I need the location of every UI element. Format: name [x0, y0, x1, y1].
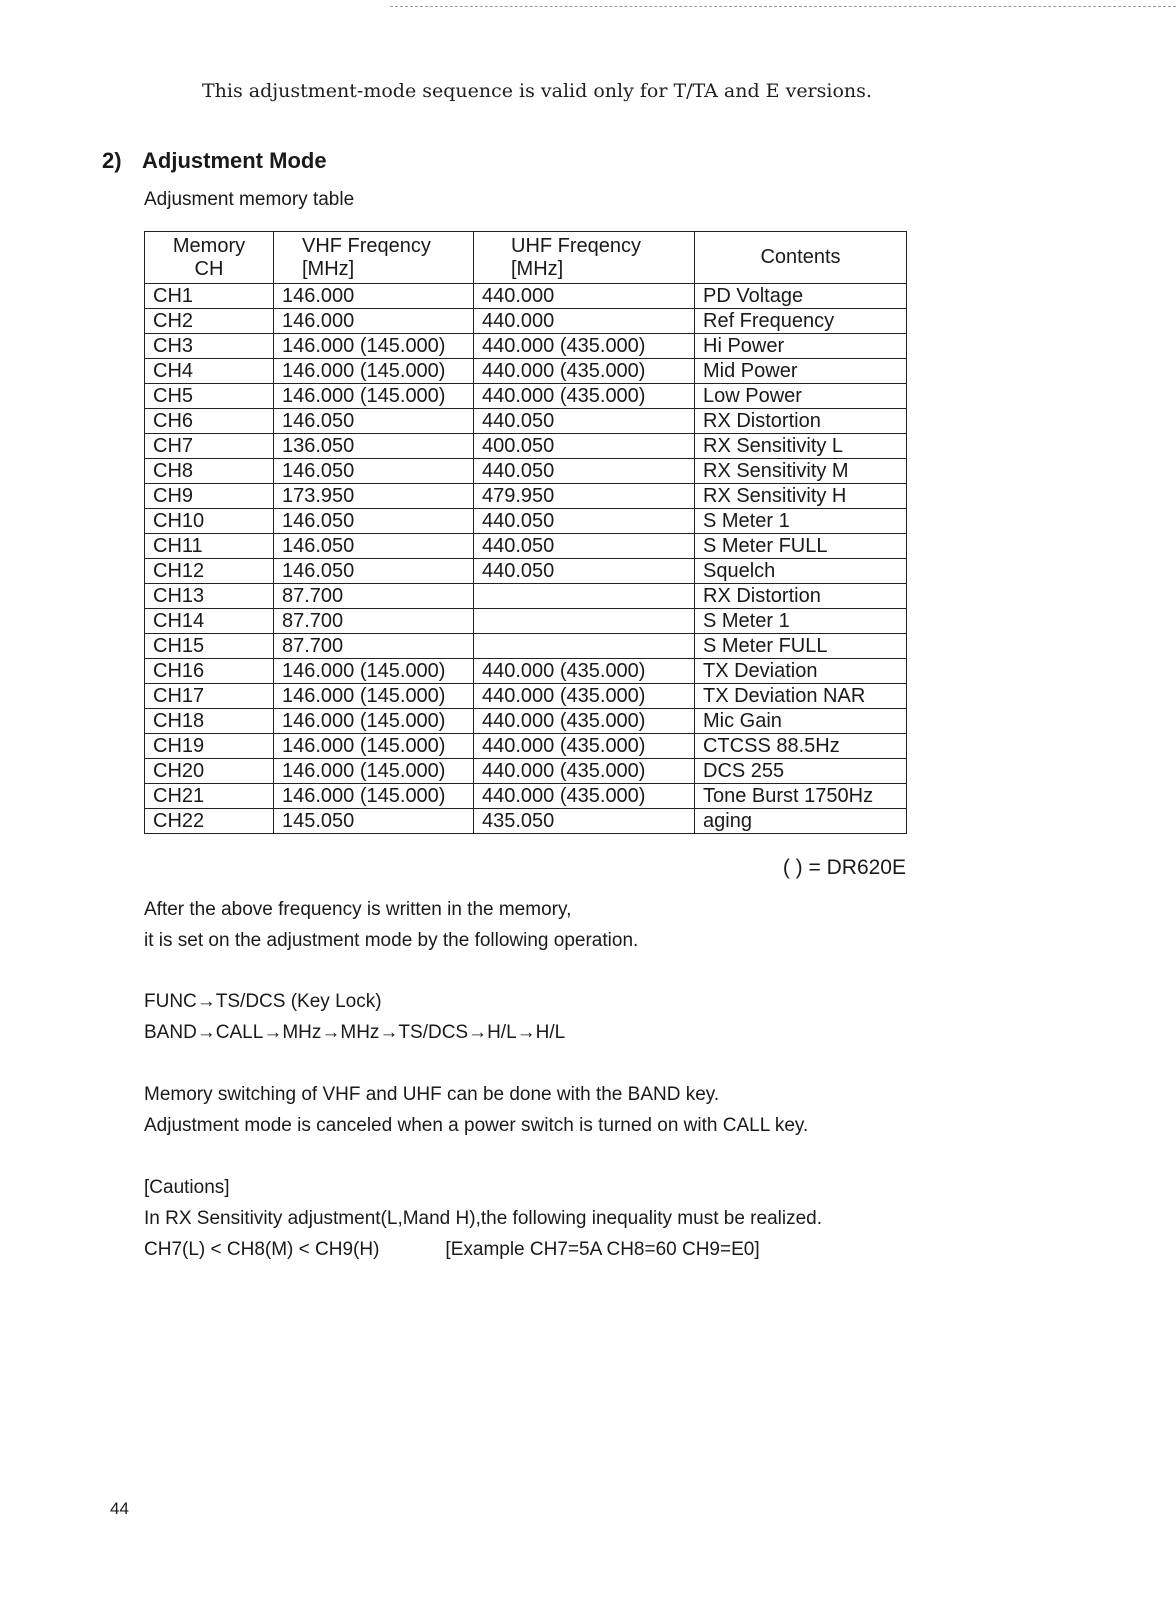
header-uhf-line1: UHF Freqency: [511, 234, 642, 257]
header-memory-line2: CH: [194, 257, 224, 280]
header-vhf-line1: VHF Freqency: [302, 234, 431, 257]
cell-uhf-frequency: 440.000 (435.000): [474, 659, 695, 684]
cell-contents: Hi Power: [695, 334, 907, 359]
cell-uhf-frequency: 440.050: [474, 459, 695, 484]
cell-contents: RX Distortion: [695, 584, 907, 609]
version-note: This adjustment-mode sequence is valid only for T/TA and E versions.: [202, 80, 872, 102]
cell-uhf-frequency: 440.000 (435.000): [474, 359, 695, 384]
top-scan-rule: [390, 6, 1176, 7]
cell-vhf-frequency: 146.000 (145.000): [274, 784, 474, 809]
table-row: [145, 409, 907, 434]
cell-memory-ch: CH20: [145, 759, 274, 784]
table-row: [145, 559, 907, 584]
adjustment-memory-table: [144, 231, 907, 834]
table-row: [145, 609, 907, 634]
key-sequence: [144, 986, 565, 1048]
cautions-inequality-line: [144, 1234, 822, 1265]
header-memory-line1: Memory: [172, 234, 246, 257]
cell-memory-ch: CH10: [145, 509, 274, 534]
cell-vhf-frequency: 146.000: [274, 284, 474, 309]
header-memory-ch: [145, 232, 274, 284]
cell-memory-ch: CH15: [145, 634, 274, 659]
cell-vhf-frequency: 146.000 (145.000): [274, 384, 474, 409]
cell-vhf-frequency: 146.000 (145.000): [274, 759, 474, 784]
table-row: [145, 534, 907, 559]
cell-uhf-frequency: 440.000: [474, 284, 695, 309]
table-row: [145, 709, 907, 734]
cell-vhf-frequency: 146.050: [274, 459, 474, 484]
cell-vhf-frequency: 146.000 (145.000): [274, 359, 474, 384]
cell-uhf-frequency: [474, 584, 695, 609]
cell-contents: Mid Power: [695, 359, 907, 384]
cautions-text: In RX Sensitivity adjustment(L,Mand H),the following inequality must be realized.: [144, 1208, 822, 1229]
table-row: [145, 809, 907, 834]
table-note: ( ) = DR620E: [782, 856, 906, 879]
cell-uhf-frequency: 440.050: [474, 559, 695, 584]
cell-contents: Low Power: [695, 384, 907, 409]
cell-memory-ch: CH18: [145, 709, 274, 734]
cell-memory-ch: CH5: [145, 384, 274, 409]
table-row: [145, 659, 907, 684]
header-vhf-line2: [MHz]: [302, 257, 355, 280]
cell-vhf-frequency: 146.050: [274, 509, 474, 534]
cell-contents: RX Sensitivity H: [695, 484, 907, 509]
cell-vhf-frequency: 146.050: [274, 534, 474, 559]
cell-memory-ch: CH2: [145, 309, 274, 334]
paragraph-line: After the above frequency is written in the memory,: [144, 899, 572, 920]
cell-contents: S Meter FULL: [695, 634, 907, 659]
cell-vhf-frequency: 146.050: [274, 559, 474, 584]
header-uhf-frequency: [474, 232, 695, 284]
cell-memory-ch: CH9: [145, 484, 274, 509]
table-row: [145, 734, 907, 759]
cell-contents: aging: [695, 809, 907, 834]
key-sequence-enter: BAND→CALL→MHz→MHz→TS/DCS→H/L→H/L: [144, 1022, 566, 1043]
cell-uhf-frequency: 440.000 (435.000): [474, 709, 695, 734]
cell-vhf-frequency: 145.050: [274, 809, 474, 834]
table-row: [145, 284, 907, 309]
cell-contents: S Meter 1: [695, 509, 907, 534]
cell-contents: Squelch: [695, 559, 907, 584]
page-number: 44: [110, 1499, 129, 1518]
cell-memory-ch: CH13: [145, 584, 274, 609]
cell-contents: PD Voltage: [695, 284, 907, 309]
cell-memory-ch: CH7: [145, 434, 274, 459]
cell-contents: RX Distortion: [695, 409, 907, 434]
cell-memory-ch: CH12: [145, 559, 274, 584]
paragraph-line: Memory switching of VHF and UHF can be done with the BAND key.: [144, 1084, 720, 1105]
cell-uhf-frequency: 440.050: [474, 534, 695, 559]
paragraph-line: Adjustment mode is canceled when a power switch is turned on with CALL key.: [144, 1115, 809, 1136]
cell-vhf-frequency: 146.000 (145.000): [274, 684, 474, 709]
table-row: [145, 509, 907, 534]
paragraph-switching: [144, 1079, 808, 1141]
cell-uhf-frequency: [474, 609, 695, 634]
section-title: Adjustment Mode: [142, 148, 327, 173]
cell-contents: RX Sensitivity M: [695, 459, 907, 484]
cell-memory-ch: CH6: [145, 409, 274, 434]
cautions: [144, 1172, 822, 1265]
cell-vhf-frequency: 146.000 (145.000): [274, 709, 474, 734]
table-row: [145, 784, 907, 809]
cell-uhf-frequency: 400.050: [474, 434, 695, 459]
cell-vhf-frequency: 173.950: [274, 484, 474, 509]
cell-memory-ch: CH21: [145, 784, 274, 809]
cell-memory-ch: CH22: [145, 809, 274, 834]
cell-vhf-frequency: 146.000: [274, 309, 474, 334]
cell-uhf-frequency: 479.950: [474, 484, 695, 509]
cell-memory-ch: CH1: [145, 284, 274, 309]
cell-vhf-frequency: 87.700: [274, 634, 474, 659]
cautions-title: [Cautions]: [144, 1177, 230, 1198]
cell-uhf-frequency: 435.050: [474, 809, 695, 834]
table-header-row: [145, 232, 907, 284]
cell-memory-ch: CH3: [145, 334, 274, 359]
table-row: [145, 384, 907, 409]
table-row: [145, 459, 907, 484]
inequality: CH7(L) < CH8(M) < CH9(H): [144, 1239, 380, 1260]
cell-uhf-frequency: 440.000 (435.000): [474, 784, 695, 809]
cell-contents: TX Deviation: [695, 659, 907, 684]
cell-memory-ch: CH19: [145, 734, 274, 759]
cell-memory-ch: CH14: [145, 609, 274, 634]
cell-uhf-frequency: 440.050: [474, 509, 695, 534]
cell-uhf-frequency: 440.000: [474, 309, 695, 334]
cell-uhf-frequency: 440.000 (435.000): [474, 759, 695, 784]
table-row: [145, 434, 907, 459]
cell-uhf-frequency: 440.000 (435.000): [474, 384, 695, 409]
cell-vhf-frequency: 146.000 (145.000): [274, 334, 474, 359]
cell-uhf-frequency: [474, 634, 695, 659]
cell-vhf-frequency: 146.000 (145.000): [274, 659, 474, 684]
table-row: [145, 634, 907, 659]
cell-contents: S Meter FULL: [695, 534, 907, 559]
section-number: 2): [102, 148, 122, 173]
cell-vhf-frequency: 87.700: [274, 609, 474, 634]
table-row: [145, 759, 907, 784]
cell-memory-ch: CH8: [145, 459, 274, 484]
header-contents: Contents: [695, 232, 907, 284]
table-row: [145, 584, 907, 609]
cell-contents: DCS 255: [695, 759, 907, 784]
cell-memory-ch: CH4: [145, 359, 274, 384]
key-sequence-lock: FUNC→TS/DCS (Key Lock): [144, 991, 382, 1012]
table-caption: Adjusment memory table: [144, 189, 355, 210]
table-row: [145, 359, 907, 384]
table-row: [145, 484, 907, 509]
cell-uhf-frequency: 440.000 (435.000): [474, 684, 695, 709]
paragraph-line: it is set on the adjustment mode by the following operation.: [144, 930, 639, 951]
cell-vhf-frequency: 146.050: [274, 409, 474, 434]
cell-contents: S Meter 1: [695, 609, 907, 634]
paragraph-written: [144, 894, 638, 956]
cell-contents: Ref Frequency: [695, 309, 907, 334]
cell-uhf-frequency: 440.050: [474, 409, 695, 434]
table-row: [145, 309, 907, 334]
cell-uhf-frequency: 440.000 (435.000): [474, 734, 695, 759]
table-body: [145, 284, 907, 834]
cell-vhf-frequency: 146.000 (145.000): [274, 734, 474, 759]
cell-contents: Mic Gain: [695, 709, 907, 734]
cell-contents: RX Sensitivity L: [695, 434, 907, 459]
section-heading: [102, 148, 327, 174]
cell-uhf-frequency: 440.000 (435.000): [474, 334, 695, 359]
table-row: [145, 684, 907, 709]
cell-memory-ch: CH17: [145, 684, 274, 709]
inequality-example: [Example CH7=5A CH8=60 CH9=E0]: [445, 1239, 760, 1260]
cell-memory-ch: CH16: [145, 659, 274, 684]
cell-contents: Tone Burst 1750Hz: [695, 784, 907, 809]
cell-vhf-frequency: 136.050: [274, 434, 474, 459]
table-row: [145, 334, 907, 359]
cell-contents: CTCSS 88.5Hz: [695, 734, 907, 759]
header-vhf-frequency: [274, 232, 474, 284]
cell-contents: TX Deviation NAR: [695, 684, 907, 709]
cell-vhf-frequency: 87.700: [274, 584, 474, 609]
cell-memory-ch: CH11: [145, 534, 274, 559]
header-uhf-line2: [MHz]: [511, 257, 564, 280]
